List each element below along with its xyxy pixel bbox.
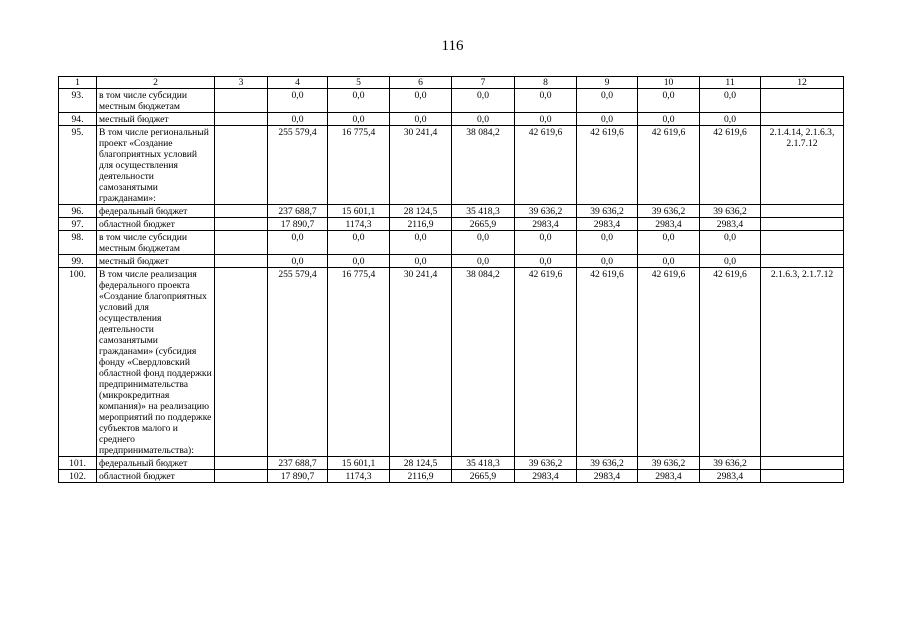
row-name-cell: федеральный бюджет bbox=[97, 457, 215, 470]
reference-cell bbox=[761, 218, 844, 231]
amount-cell: 0,0 bbox=[452, 255, 515, 268]
row-number-cell: 100. bbox=[59, 268, 97, 457]
amount-cell: 17 890,7 bbox=[268, 218, 328, 231]
amount-cell: 0,0 bbox=[577, 231, 638, 255]
amount-cell: 42 619,6 bbox=[577, 268, 638, 457]
row-name-cell: В том числе реализация федерального проекта «Создание благоприятных условий для осуществления деятельности самозанятыми гражданами» (субсидия фонду «Свердловский областной фонд поддержки предпринимательства (микрокредитная компания)» на реализацию мероприятий по поддержке субъектов малого и среднего предпринимательства): bbox=[97, 268, 215, 457]
amount-cell: 39 636,2 bbox=[577, 457, 638, 470]
reference-cell bbox=[761, 470, 844, 483]
amount-cell: 2983,4 bbox=[638, 470, 700, 483]
table-row bbox=[59, 470, 844, 483]
reference-cell: 2.1.4.14, 2.1.6.3, 2.1.7.12 bbox=[761, 126, 844, 205]
amount-cell: 0,0 bbox=[390, 89, 452, 113]
amount-cell: 0,0 bbox=[700, 89, 761, 113]
row-number-cell: 94. bbox=[59, 113, 97, 126]
amount-cell: 0,0 bbox=[268, 113, 328, 126]
amount-cell: 0,0 bbox=[515, 113, 577, 126]
row-name-cell: областной бюджет bbox=[97, 470, 215, 483]
row-number-cell: 95. bbox=[59, 126, 97, 205]
amount-cell: 39 636,2 bbox=[700, 457, 761, 470]
column-3-cell bbox=[215, 89, 268, 113]
row-name-cell: местный бюджет bbox=[97, 113, 215, 126]
amount-cell: 39 636,2 bbox=[638, 205, 700, 218]
amount-cell: 2983,4 bbox=[700, 470, 761, 483]
table-row bbox=[59, 113, 844, 126]
table-row bbox=[59, 126, 844, 205]
amount-cell: 42 619,6 bbox=[638, 126, 700, 205]
table-row bbox=[59, 218, 844, 231]
amount-cell: 2116,9 bbox=[390, 470, 452, 483]
amount-cell: 0,0 bbox=[452, 89, 515, 113]
column-3-cell bbox=[215, 268, 268, 457]
column-number-cell: 5 bbox=[328, 77, 390, 89]
amount-cell: 15 601,1 bbox=[328, 205, 390, 218]
amount-cell: 42 619,6 bbox=[577, 126, 638, 205]
row-number-cell: 93. bbox=[59, 89, 97, 113]
amount-cell: 0,0 bbox=[268, 231, 328, 255]
amount-cell: 0,0 bbox=[700, 231, 761, 255]
row-number-cell: 96. bbox=[59, 205, 97, 218]
amount-cell: 0,0 bbox=[515, 231, 577, 255]
column-number-cell: 4 bbox=[268, 77, 328, 89]
column-number-cell: 1 bbox=[59, 77, 97, 89]
table-row bbox=[59, 457, 844, 470]
table-row bbox=[59, 231, 844, 255]
amount-cell: 237 688,7 bbox=[268, 205, 328, 218]
amount-cell: 0,0 bbox=[638, 89, 700, 113]
amount-cell: 0,0 bbox=[452, 113, 515, 126]
amount-cell: 0,0 bbox=[515, 255, 577, 268]
column-number-cell: 12 bbox=[761, 77, 844, 89]
column-number-cell: 9 bbox=[577, 77, 638, 89]
amount-cell: 1174,3 bbox=[328, 218, 390, 231]
column-number-cell: 3 bbox=[215, 77, 268, 89]
amount-cell: 0,0 bbox=[700, 113, 761, 126]
amount-cell: 0,0 bbox=[452, 231, 515, 255]
table-row bbox=[59, 255, 844, 268]
amount-cell: 2116,9 bbox=[390, 218, 452, 231]
amount-cell: 0,0 bbox=[577, 89, 638, 113]
column-3-cell bbox=[215, 457, 268, 470]
page-number: 116 bbox=[441, 38, 464, 54]
amount-cell: 39 636,2 bbox=[515, 205, 577, 218]
row-number-cell: 101. bbox=[59, 457, 97, 470]
row-name-cell: в том числе субсидии местным бюджетам bbox=[97, 89, 215, 113]
amount-cell: 0,0 bbox=[390, 255, 452, 268]
amount-cell: 28 124,5 bbox=[390, 205, 452, 218]
row-number-cell: 97. bbox=[59, 218, 97, 231]
amount-cell: 0,0 bbox=[638, 255, 700, 268]
reference-cell bbox=[761, 231, 844, 255]
amount-cell: 16 775,4 bbox=[328, 126, 390, 205]
table-body bbox=[59, 77, 844, 483]
row-number-cell: 98. bbox=[59, 231, 97, 255]
table-row bbox=[59, 205, 844, 218]
amount-cell: 0,0 bbox=[515, 89, 577, 113]
reference-cell bbox=[761, 113, 844, 126]
amount-cell: 1174,3 bbox=[328, 470, 390, 483]
reference-cell bbox=[761, 457, 844, 470]
reference-cell bbox=[761, 205, 844, 218]
column-3-cell bbox=[215, 205, 268, 218]
amount-cell: 255 579,4 bbox=[268, 268, 328, 457]
amount-cell: 237 688,7 bbox=[268, 457, 328, 470]
amount-cell: 2983,4 bbox=[515, 218, 577, 231]
amount-cell: 2983,4 bbox=[577, 470, 638, 483]
amount-cell: 2665,9 bbox=[452, 218, 515, 231]
amount-cell: 30 241,4 bbox=[390, 126, 452, 205]
amount-cell: 42 619,6 bbox=[638, 268, 700, 457]
amount-cell: 42 619,6 bbox=[515, 126, 577, 205]
amount-cell: 0,0 bbox=[577, 255, 638, 268]
column-number-cell: 6 bbox=[390, 77, 452, 89]
column-3-cell bbox=[215, 470, 268, 483]
amount-cell: 39 636,2 bbox=[577, 205, 638, 218]
amount-cell: 39 636,2 bbox=[638, 457, 700, 470]
amount-cell: 15 601,1 bbox=[328, 457, 390, 470]
amount-cell: 2983,4 bbox=[515, 470, 577, 483]
column-3-cell bbox=[215, 255, 268, 268]
column-3-cell bbox=[215, 113, 268, 126]
amount-cell: 0,0 bbox=[328, 89, 390, 113]
amount-cell: 42 619,6 bbox=[700, 268, 761, 457]
table-row bbox=[59, 89, 844, 113]
reference-cell: 2.1.6.3, 2.1.7.12 bbox=[761, 268, 844, 457]
amount-cell: 16 775,4 bbox=[328, 268, 390, 457]
amount-cell: 0,0 bbox=[638, 113, 700, 126]
column-number-row bbox=[59, 77, 844, 89]
row-number-cell: 102. bbox=[59, 470, 97, 483]
reference-cell bbox=[761, 89, 844, 113]
reference-cell bbox=[761, 255, 844, 268]
amount-cell: 0,0 bbox=[328, 113, 390, 126]
amount-cell: 2665,9 bbox=[452, 470, 515, 483]
amount-cell: 28 124,5 bbox=[390, 457, 452, 470]
row-name-cell: областной бюджет bbox=[97, 218, 215, 231]
amount-cell: 0,0 bbox=[390, 231, 452, 255]
amount-cell: 0,0 bbox=[390, 113, 452, 126]
amount-cell: 2983,4 bbox=[638, 218, 700, 231]
column-number-cell: 8 bbox=[515, 77, 577, 89]
row-number-cell: 99. bbox=[59, 255, 97, 268]
amount-cell: 38 084,2 bbox=[452, 126, 515, 205]
amount-cell: 42 619,6 bbox=[700, 126, 761, 205]
column-3-cell bbox=[215, 218, 268, 231]
amount-cell: 42 619,6 bbox=[515, 268, 577, 457]
amount-cell: 255 579,4 bbox=[268, 126, 328, 205]
amount-cell: 35 418,3 bbox=[452, 457, 515, 470]
row-name-cell: местный бюджет bbox=[97, 255, 215, 268]
row-name-cell: в том числе субсидии местным бюджетам bbox=[97, 231, 215, 255]
amount-cell: 0,0 bbox=[700, 255, 761, 268]
amount-cell: 0,0 bbox=[638, 231, 700, 255]
amount-cell: 35 418,3 bbox=[452, 205, 515, 218]
column-number-cell: 11 bbox=[700, 77, 761, 89]
column-number-cell: 10 bbox=[638, 77, 700, 89]
amount-cell: 39 636,2 bbox=[515, 457, 577, 470]
column-3-cell bbox=[215, 231, 268, 255]
amount-cell: 0,0 bbox=[268, 89, 328, 113]
amount-cell: 0,0 bbox=[328, 255, 390, 268]
amount-cell: 2983,4 bbox=[577, 218, 638, 231]
amount-cell: 0,0 bbox=[577, 113, 638, 126]
column-number-cell: 2 bbox=[97, 77, 215, 89]
column-number-cell: 7 bbox=[452, 77, 515, 89]
amount-cell: 39 636,2 bbox=[700, 205, 761, 218]
budget-table bbox=[58, 76, 844, 483]
amount-cell: 2983,4 bbox=[700, 218, 761, 231]
column-3-cell bbox=[215, 126, 268, 205]
amount-cell: 30 241,4 bbox=[390, 268, 452, 457]
table-row bbox=[59, 268, 844, 457]
row-name-cell: федеральный бюджет bbox=[97, 205, 215, 218]
amount-cell: 38 084,2 bbox=[452, 268, 515, 457]
amount-cell: 0,0 bbox=[328, 231, 390, 255]
row-name-cell: В том числе региональный проект «Создание благоприятных условий для осуществления деятельности самозанятыми гражданами»: bbox=[97, 126, 215, 205]
amount-cell: 17 890,7 bbox=[268, 470, 328, 483]
amount-cell: 0,0 bbox=[268, 255, 328, 268]
